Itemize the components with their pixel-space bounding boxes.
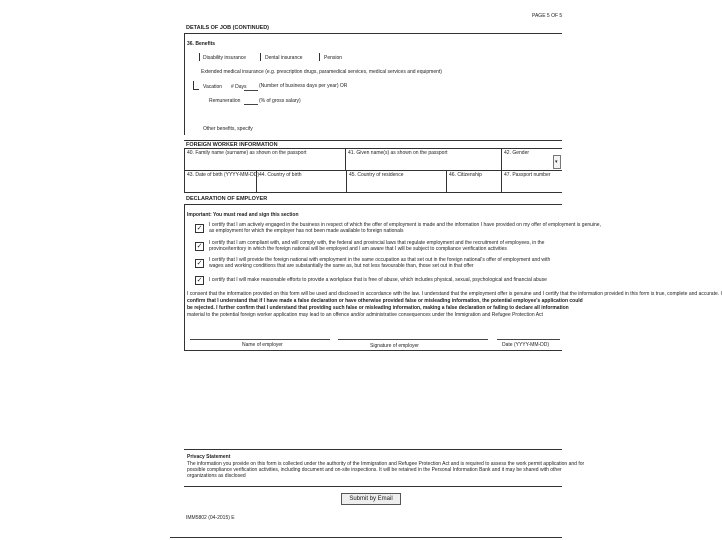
privacy-text-3: organizations as disclosed	[187, 473, 246, 479]
gender-label: 42. Gender	[504, 150, 530, 156]
benefit-pension-label: Pension	[324, 55, 343, 61]
declaration-section-title: DECLARATION OF EMPLOYER	[186, 196, 268, 202]
certify-wages-text-2: wages and working conditions that are substantially the same as, but not less favourable than, those set out in that offer	[209, 263, 474, 269]
country-residence-label: 45. Country of residence	[349, 172, 404, 178]
divider	[184, 192, 562, 193]
consent-paragraph-3: be rejected. I further confirm that I understand that providing such false or misleading information, making a false declaration or failing to declare all information	[187, 305, 569, 311]
passport-label: 47. Passport number	[504, 172, 551, 178]
details-section-title: DETAILS OF JOB (CONTINUED)	[186, 25, 270, 31]
family-name-label: 40. Family name (surname) as shown on the passport	[187, 150, 307, 156]
consent-paragraph-1: I consent that the information provided on this form will be used and disclosed in accordance with the law. I understand that the employment offer is genuine and I certify that the information provided in this form is true, complete and accurate. I	[187, 291, 722, 297]
days-note: (Number of business days per year) OR	[259, 83, 348, 89]
page-bottom-line	[170, 537, 562, 538]
certify-compliance-checkbox[interactable]	[195, 242, 204, 251]
field-separator	[501, 148, 502, 170]
days-label: # Days	[231, 84, 247, 90]
field-separator	[446, 170, 447, 192]
field-separator	[346, 170, 347, 192]
field-separator	[345, 148, 346, 170]
foreign-section-title: FOREIGN WORKER INFORMATION	[186, 142, 278, 148]
section-border	[184, 204, 185, 350]
employer-name-input[interactable]	[190, 339, 330, 340]
consent-paragraph-4: material to the potential foreign worker application may lead to an offence and/or administrative consequences under the Immigration and Refugee Protection Act	[187, 312, 543, 318]
benefit-dental-label: Dental insurance	[265, 55, 303, 61]
divider	[184, 350, 562, 351]
checkmark-icon: ✓	[196, 243, 203, 250]
certify-business-checkbox[interactable]	[195, 224, 204, 233]
page-counter: PAGE 5 OF 5	[532, 13, 563, 19]
certify-business-text-2: as employment for which the employer has not been made available to foreign nationals	[209, 228, 404, 234]
certify-compliance-text-1: I certify that I am compliant with, and will comply with, the federal and provincial laws that regulate employment and the recruitment of employees, in the	[209, 240, 545, 246]
other-benefits-label: Other benefits, specify	[203, 126, 253, 132]
days-input[interactable]	[244, 90, 258, 91]
privacy-text-2: possible compliance verification activities, including document and on-site inspections. It will be retained in the Personal Information Bank and it may be shared with other	[187, 467, 562, 473]
field-separator	[319, 53, 320, 61]
benefits-heading: 36. Benefits	[187, 41, 216, 47]
certify-workplace-checkbox[interactable]	[195, 276, 204, 285]
privacy-title: Privacy Statement	[187, 454, 231, 460]
divider	[184, 204, 562, 205]
divider	[184, 33, 562, 34]
date-input[interactable]	[497, 339, 560, 340]
certify-business-text-1: I certify that I am actively engaged in the business in respect of which the offer of employment is made and the information I have provided on my offer of employment is genuine,	[209, 222, 601, 228]
citizenship-label: 46. Citizenship	[449, 172, 482, 178]
certify-wages-checkbox[interactable]	[195, 259, 204, 268]
field-separator	[260, 53, 261, 61]
benefit-disability-label: Disability insurance	[203, 55, 247, 61]
signature-input[interactable]	[338, 339, 488, 340]
remuneration-label: Remuneration	[209, 98, 241, 104]
divider	[184, 148, 562, 149]
form-id: IMM5802 (04-2015) E	[186, 515, 235, 521]
certify-compliance-text-2: province/territory in which the foreign national will be employed and I am aware that I will be subject to compliance verification activities	[209, 246, 507, 252]
field-separator	[501, 170, 502, 192]
dob-label: 43. Date of birth (YYYY-MM-DD)	[187, 172, 260, 178]
checkmark-icon: ✓	[196, 225, 203, 232]
field-separator	[256, 170, 257, 192]
given-name-label: 41. Given name(s) as shown on the passport	[348, 150, 448, 156]
certify-workplace-text: I certify that I will make reasonable efforts to provide a workplace that is free of abuse, which includes physical, sexual, psychological and financial abuse	[209, 277, 547, 283]
field-separator	[199, 53, 200, 61]
vacation-checkbox-edge[interactable]	[193, 81, 194, 89]
country-birth-label: 44. Country of birth	[259, 172, 302, 178]
gender-select[interactable]	[553, 155, 561, 169]
extended-medical-label: Extended medical insurance (e.g. prescription drugs, paramedical services, medical services and equipment)	[201, 69, 442, 75]
divider	[184, 449, 562, 450]
remuneration-input[interactable]	[244, 104, 258, 105]
divider	[184, 140, 562, 141]
signature-label: Signature of employer	[370, 343, 419, 349]
important-note: Important: You must read and sign this section	[187, 212, 299, 218]
privacy-text-1: The information you provide on this form is collected under the authority of the Immigration and Refugee Protection Act and is required to assess the work permit application and for	[187, 461, 585, 467]
submit-email-button[interactable]: Submit by Email	[341, 493, 401, 505]
date-label: Date (YYYY-MM-DD)	[502, 342, 550, 348]
remuneration-note: (% of gross salary)	[259, 98, 301, 104]
employer-name-label: Name of employer	[242, 342, 283, 348]
certify-wages-text-1: I certify that I will provide the foreign national with employment in the same occupation as that set out in the foreign national's offer of employment and with	[209, 257, 551, 263]
chevron-down-icon: ▾	[555, 159, 558, 165]
checkmark-icon: ✓	[196, 260, 203, 267]
vacation-checkbox-edge[interactable]	[193, 89, 199, 90]
vacation-label: Vacation	[203, 84, 223, 90]
consent-paragraph-2: confirm that I understand that if I have made a false declaration or have otherwise provided false or misleading information, the potential employee's application could	[187, 298, 583, 304]
divider	[184, 170, 562, 171]
section-border	[184, 33, 185, 135]
divider	[184, 486, 562, 487]
checkmark-icon: ✓	[196, 277, 203, 284]
